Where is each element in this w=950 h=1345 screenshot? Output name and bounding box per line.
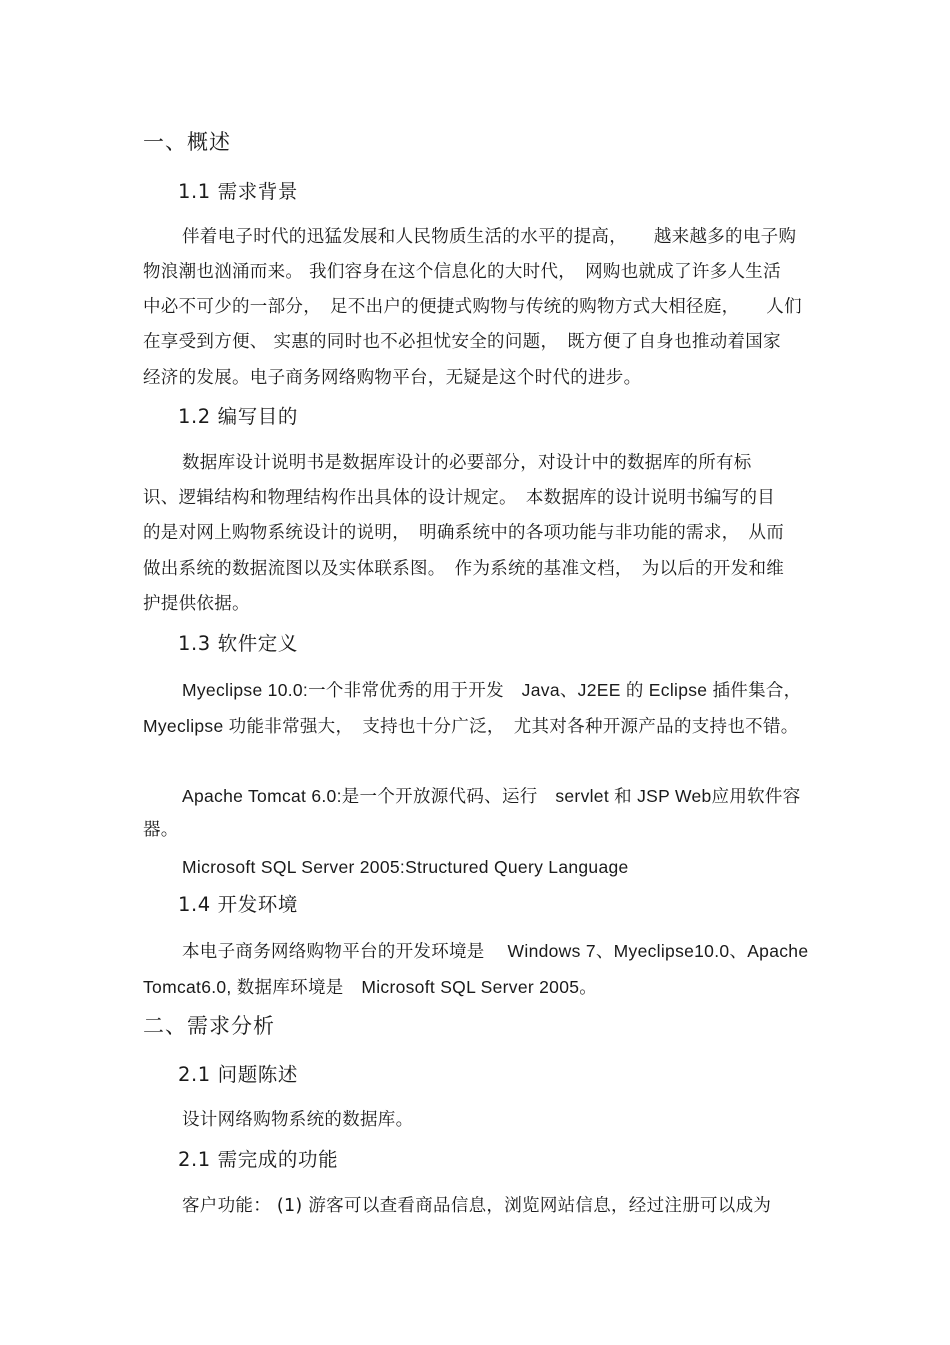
section-2-heading: 二、需求分析 [143,1014,275,1038]
section-1-1-line-1: 伴着电子时代的迅猛发展和人民物质生活的水平的提高， 越来越多的电子购 [182,227,797,247]
section-1-3-line-1: Myeclipse 10.0:一个非常优秀的用于开发 Java、J2EE 的 Eclipse 插件集合， [182,680,802,700]
section-1-3-line-2: Myeclipse 功能非常强大， 支持也十分广泛， 尤其对各种开源产品的支持也不错。 [143,716,799,736]
section-1-4-line-2: Tomcat6.0, 数据库环境是 Microsoft SQL Server 2005。 [143,977,598,997]
section-1-4-heading: 1.4 开发环境 [178,893,299,916]
section-1-3-line-4: 器。 [143,820,179,840]
section-1-2-heading: 1.2 编写目的 [178,405,299,428]
section-1-2-line-4: 做出系统的数据流图以及实体联系图。 作为系统的基准文档， 为以后的开发和维 [143,559,785,579]
section-2-2-heading: 2.1 需完成的功能 [178,1148,339,1171]
section-1-4-line-1: 本电子商务网络购物平台的开发环境是 Windows 7、Myeclipse10.0、Apache [182,941,809,961]
section-1-3-heading: 1.3 软件定义 [178,632,299,655]
section-1-1-heading: 1.1 需求背景 [178,180,299,203]
section-1-3-line-3: Apache Tomcat 6.0:是一个开放源代码、运行 servlet 和 JSP Web应用软件容 [182,786,801,806]
section-1-2-line-3: 的是对网上购物系统设计的说明， 明确系统中的各项功能与非功能的需求， 从而 [143,523,785,543]
section-1-1-line-4: 在享受到方便、 实惠的同时也不必担忧安全的问题， 既方便了自身也推动着国家 [143,332,781,352]
section-2-2-line-1: 客户功能： (1) 游客可以查看商品信息，浏览网站信息，经过注册可以成为 [182,1196,772,1216]
section-1-heading: 一、概述 [143,130,231,154]
section-1-3-line-5: Microsoft SQL Server 2005:Structured Query Language [182,857,629,877]
section-1-1-line-5: 经济的发展。电子商务网络购物平台，无疑是这个时代的进步。 [143,368,642,388]
section-1-2-line-5: 护提供依据。 [143,594,250,614]
section-2-1-heading: 2.1 问题陈述 [178,1063,299,1086]
section-1-1-line-3: 中必不可少的一部分， 足不出户的便捷式购物与传统的购物方式大相径庭， 人们 [143,297,802,317]
section-2-1-line-1: 设计网络购物系统的数据库。 [182,1110,414,1130]
section-1-2-line-2: 识、逻辑结构和物理结构作出具体的设计规定。 本数据库的设计说明书编写的目 [143,488,776,508]
section-1-2-line-1: 数据库设计说明书是数据库设计的必要部分，对设计中的数据库的所有标 [182,453,752,473]
section-1-1-line-2: 物浪潮也汹涌而来。 我们容身在这个信息化的大时代， 网购也就成了许多人生活 [143,262,781,282]
